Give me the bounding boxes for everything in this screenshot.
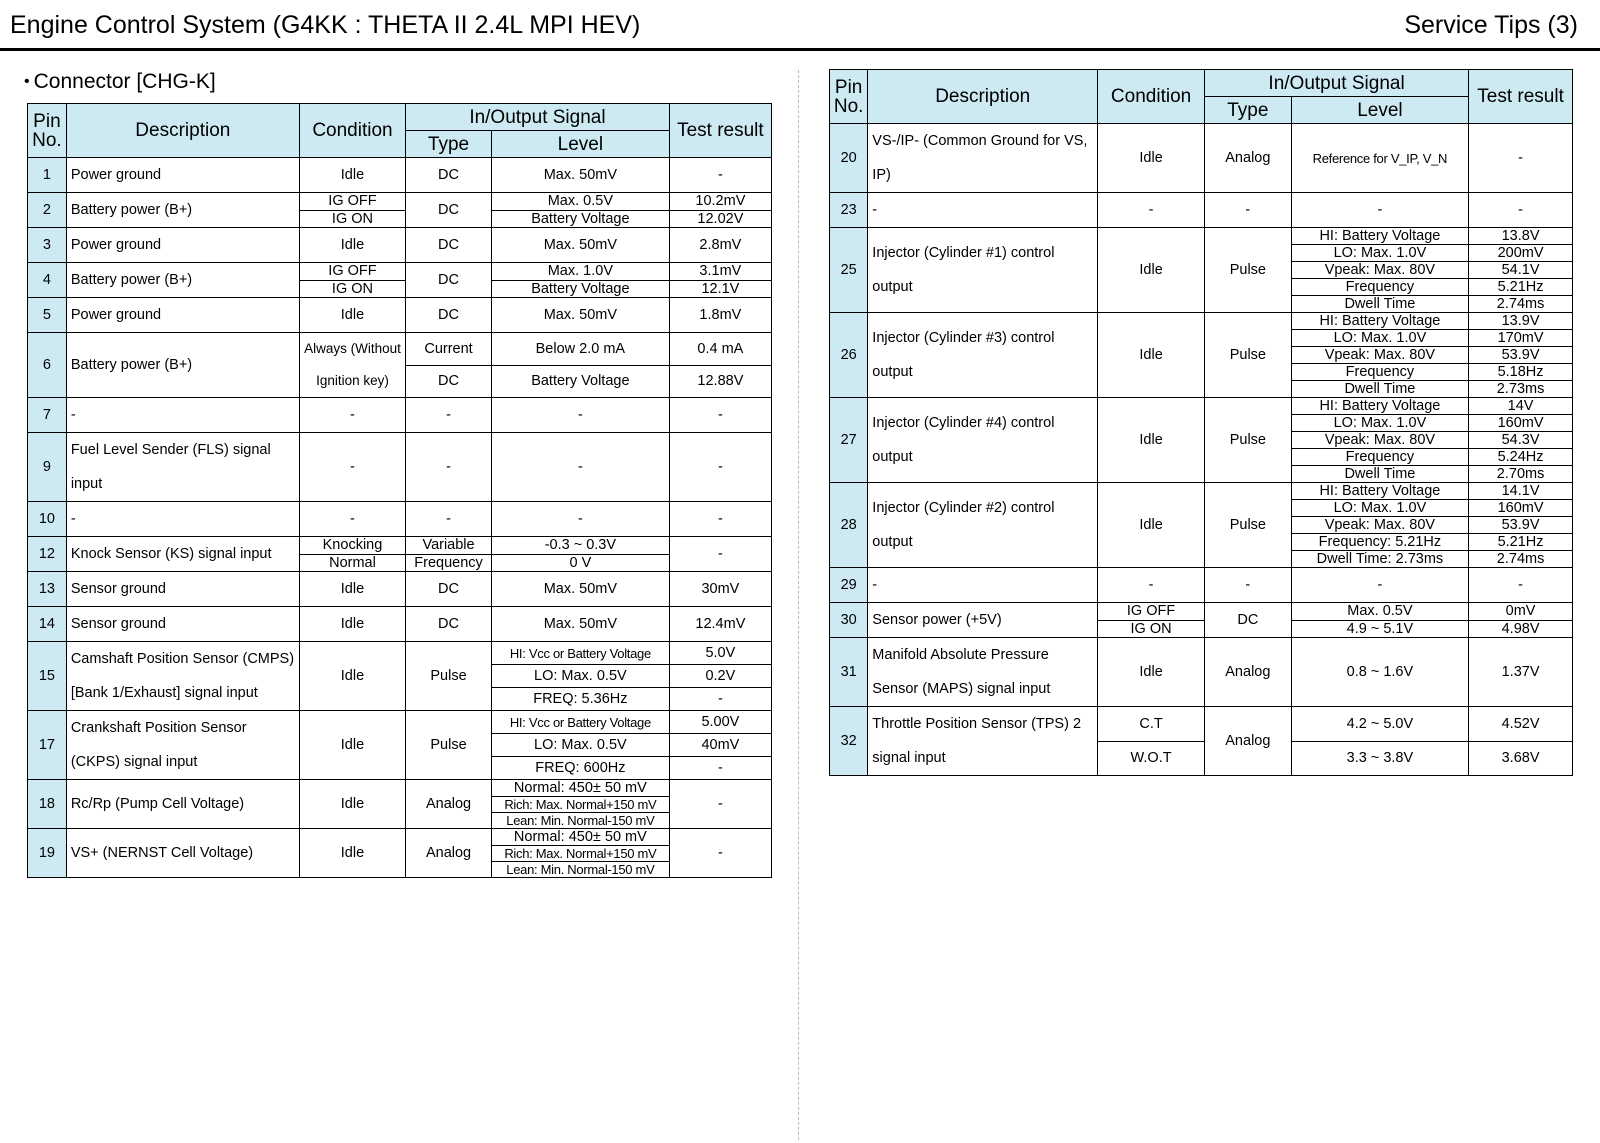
signal-level-cell: Reference for V_IP, V_N	[1291, 124, 1468, 193]
signal-type-cell: DC	[406, 158, 492, 193]
signal-type-cell: DC	[406, 298, 492, 333]
condition-cell: Idle	[299, 607, 405, 642]
table-row	[830, 313, 1573, 330]
table-row	[28, 537, 772, 555]
table-row	[28, 398, 772, 433]
pin-description: Power ground	[66, 228, 299, 263]
test-result-cell: 14.1V	[1469, 483, 1573, 500]
test-result-cell: -	[669, 780, 771, 829]
pin-header: Pin No.	[830, 70, 868, 124]
test-result-cell: 1.37V	[1469, 638, 1573, 707]
signal-level-cell: -0.3 ~ 0.3V	[491, 537, 669, 555]
signal-level-cell: Vpeak: Max. 80V	[1291, 262, 1468, 279]
test-result-cell: 2.73ms	[1469, 381, 1573, 398]
test-result-cell: 10.2mV	[669, 193, 771, 211]
signal-type-cell: Pulse	[1205, 398, 1292, 483]
signal-level-cell: HI: Battery Voltage	[1291, 313, 1468, 330]
level-header: Level	[491, 131, 669, 158]
pin-description: Sensor ground	[66, 607, 299, 642]
signal-level-cell: Frequency	[1291, 364, 1468, 381]
signal-header: In/Output Signal	[1205, 70, 1469, 97]
pin-description: -	[66, 502, 299, 537]
table-row	[830, 228, 1573, 245]
signal-type-cell: -	[406, 398, 492, 433]
signal-type-cell: DC	[406, 607, 492, 642]
table-row	[830, 124, 1573, 193]
test-result-cell: 5.24Hz	[1469, 449, 1573, 466]
pin-header: Pin No.	[28, 104, 67, 158]
signal-type-cell: DC	[406, 263, 492, 298]
condition-cell: Idle	[1098, 228, 1205, 313]
signal-level-cell: Vpeak: Max. 80V	[1291, 347, 1468, 364]
description-header: Description	[868, 70, 1098, 124]
signal-level-cell: LO: Max. 0.5V	[491, 665, 669, 688]
signal-level-cell: 4.2 ~ 5.0V	[1291, 707, 1468, 742]
test-result-cell: 2.70ms	[1469, 466, 1573, 483]
test-result-cell: 2.74ms	[1469, 551, 1573, 568]
signal-type-cell: Pulse	[1205, 313, 1292, 398]
condition-cell: Idle	[299, 642, 405, 711]
table-row	[28, 158, 772, 193]
signal-level-cell: Dwell Time	[1291, 466, 1468, 483]
condition-cell: Idle	[1098, 638, 1205, 707]
pin-number: 1	[28, 158, 67, 193]
signal-level-cell: Max. 50mV	[491, 158, 669, 193]
condition-cell: Idle	[299, 829, 405, 878]
condition-cell: Idle	[299, 298, 405, 333]
pin-description: Rc/Rp (Pump Cell Voltage)	[66, 780, 299, 829]
signal-type-cell: DC	[1205, 603, 1292, 638]
signal-header: In/Output Signal	[406, 104, 670, 131]
pin-number: 9	[28, 433, 67, 502]
pin-number: 25	[830, 228, 868, 313]
table-row	[28, 502, 772, 537]
pin-number: 20	[830, 124, 868, 193]
test-result-cell: 54.1V	[1469, 262, 1573, 279]
page-header	[0, 0, 1600, 51]
pin-number: 27	[830, 398, 868, 483]
table-row	[28, 829, 772, 846]
signal-level-cell: -	[491, 502, 669, 537]
signal-level-cell: LO: Max. 1.0V	[1291, 500, 1468, 517]
signal-type-cell: Analog	[406, 780, 492, 829]
table-row	[28, 333, 772, 366]
pin-description: Fuel Level Sender (FLS) signal input	[66, 433, 299, 502]
pin-number: 31	[830, 638, 868, 707]
level-header: Level	[1291, 97, 1468, 124]
column-divider	[798, 70, 799, 1140]
test-result-cell: 0.2V	[669, 665, 771, 688]
test-result-cell: 3.1mV	[669, 263, 771, 281]
pin-description: VS+ (NERNST Cell Voltage)	[66, 829, 299, 878]
test-result-cell: 53.9V	[1469, 517, 1573, 534]
table-row	[28, 711, 772, 734]
condition-cell: Idle	[1098, 124, 1205, 193]
condition-cell: Always (Without Ignition key)	[299, 333, 405, 398]
condition-cell: IG OFF	[299, 263, 405, 281]
signal-level-cell: Battery Voltage	[491, 365, 669, 398]
signal-level-cell: HI: Battery Voltage	[1291, 483, 1468, 500]
pin-number: 19	[28, 829, 67, 878]
pin-number: 2	[28, 193, 67, 228]
pin-number: 32	[830, 707, 868, 776]
table-row	[28, 193, 772, 211]
condition-cell: Idle	[299, 228, 405, 263]
condition-cell: -	[299, 433, 405, 502]
table-header	[830, 70, 1573, 124]
table-row	[830, 398, 1573, 415]
test-result-cell: -	[1469, 568, 1573, 603]
description-header: Description	[66, 104, 299, 158]
bullet-icon: •	[24, 73, 30, 90]
pin-description: -	[868, 568, 1098, 603]
table-row	[830, 483, 1573, 500]
test-result-cell: 5.21Hz	[1469, 279, 1573, 296]
table-row	[830, 193, 1573, 228]
pin-description: Throttle Position Sensor (TPS) 2 signal input	[868, 707, 1098, 776]
table-row	[28, 642, 772, 665]
signal-level-cell: Lean: Min. Normal-150 mV	[491, 813, 669, 829]
table-row	[28, 607, 772, 642]
signal-level-cell: Dwell Time	[1291, 381, 1468, 398]
condition-cell: IG ON	[299, 210, 405, 228]
pin-number: 26	[830, 313, 868, 398]
pin-description: -	[868, 193, 1098, 228]
test-result-cell: -	[669, 688, 771, 711]
condition-cell: Idle	[299, 711, 405, 780]
table-row	[28, 263, 772, 281]
pin-description: Battery power (B+)	[66, 193, 299, 228]
signal-level-cell: Normal: 450± 50 mV	[491, 780, 669, 797]
pin-number: 28	[830, 483, 868, 568]
pin-description: Power ground	[66, 158, 299, 193]
signal-level-cell: Battery Voltage	[491, 280, 669, 298]
test-result-cell: 5.21Hz	[1469, 534, 1573, 551]
condition-header: Condition	[1098, 70, 1205, 124]
condition-cell: -	[299, 502, 405, 537]
signal-type-cell: DC	[406, 193, 492, 228]
table-header	[28, 104, 772, 158]
signal-level-cell: HI: Battery Voltage	[1291, 398, 1468, 415]
condition-cell: C.T	[1098, 707, 1205, 742]
signal-type-cell: Pulse	[406, 642, 492, 711]
signal-level-cell: 0.8 ~ 1.6V	[1291, 638, 1468, 707]
signal-level-cell: Frequency: 5.21Hz	[1291, 534, 1468, 551]
signal-type-cell: Variable	[406, 537, 492, 555]
signal-level-cell: LO: Max. 1.0V	[1291, 245, 1468, 262]
test-result-cell: 4.52V	[1469, 707, 1573, 742]
pin-number: 13	[28, 572, 67, 607]
signal-level-cell: Max. 0.5V	[1291, 603, 1468, 621]
test-result-cell: 12.1V	[669, 280, 771, 298]
pin-number: 10	[28, 502, 67, 537]
pin-number: 17	[28, 711, 67, 780]
signal-level-cell: Dwell Time	[1291, 296, 1468, 313]
pin-number: 7	[28, 398, 67, 433]
pin-description: Battery power (B+)	[66, 333, 299, 398]
condition-cell: Idle	[299, 572, 405, 607]
signal-level-cell: 3.3 ~ 3.8V	[1291, 741, 1468, 776]
signal-type-cell: DC	[406, 365, 492, 398]
signal-level-cell: LO: Max. 0.5V	[491, 734, 669, 757]
signal-level-cell: Max. 50mV	[491, 572, 669, 607]
pin-description: -	[66, 398, 299, 433]
test-result-cell: 30mV	[669, 572, 771, 607]
signal-type-cell: -	[406, 433, 492, 502]
table-row	[830, 638, 1573, 707]
type-header: Type	[406, 131, 492, 158]
condition-cell: Normal	[299, 554, 405, 572]
test-result-cell: -	[669, 757, 771, 780]
signal-type-cell: Analog	[1205, 124, 1292, 193]
test-result-cell: 12.4mV	[669, 607, 771, 642]
condition-cell: IG OFF	[1098, 603, 1205, 621]
pin-number: 5	[28, 298, 67, 333]
signal-level-cell: Normal: 450± 50 mV	[491, 829, 669, 846]
signal-type-cell: Frequency	[406, 554, 492, 572]
test-result-cell: 13.9V	[1469, 313, 1573, 330]
test-result-cell: -	[669, 537, 771, 572]
test-result-cell: -	[669, 829, 771, 878]
pin-description: Battery power (B+)	[66, 263, 299, 298]
condition-cell: -	[299, 398, 405, 433]
pin-number: 4	[28, 263, 67, 298]
test-result-header: Test result	[669, 104, 771, 158]
table-row	[28, 298, 772, 333]
signal-type-cell: Pulse	[1205, 483, 1292, 568]
pin-description: Crankshaft Position Sensor (CKPS) signal input	[66, 711, 299, 780]
test-result-cell: 0mV	[1469, 603, 1573, 621]
signal-type-cell: -	[1205, 568, 1292, 603]
test-result-cell: 12.88V	[669, 365, 771, 398]
signal-type-cell: Current	[406, 333, 492, 366]
signal-type-cell: Pulse	[406, 711, 492, 780]
signal-level-cell: LO: Max. 1.0V	[1291, 330, 1468, 347]
pin-number: 6	[28, 333, 67, 398]
table-row	[28, 572, 772, 607]
test-result-cell: -	[1469, 193, 1573, 228]
table-row	[830, 707, 1573, 742]
signal-type-cell: DC	[406, 228, 492, 263]
condition-cell: -	[1098, 568, 1205, 603]
signal-level-cell: -	[1291, 193, 1468, 228]
test-result-cell: 2.74ms	[1469, 296, 1573, 313]
condition-cell: Idle	[1098, 398, 1205, 483]
test-result-cell: 4.98V	[1469, 620, 1573, 638]
pin-description: Manifold Absolute Pressure Sensor (MAPS) signal input	[868, 638, 1098, 707]
signal-level-cell: FREQ: 600Hz	[491, 757, 669, 780]
right-table-body	[830, 124, 1573, 776]
left-table-body	[28, 158, 772, 878]
condition-cell: Idle	[299, 780, 405, 829]
signal-level-cell: -	[491, 398, 669, 433]
pin-description: Sensor power (+5V)	[868, 603, 1098, 638]
signal-level-cell: -	[1291, 568, 1468, 603]
test-result-header: Test result	[1469, 70, 1573, 124]
test-result-cell: -	[669, 433, 771, 502]
pin-number: 18	[28, 780, 67, 829]
table-row	[28, 228, 772, 263]
signal-type-cell: Pulse	[1205, 228, 1292, 313]
signal-level-cell: Max. 50mV	[491, 228, 669, 263]
test-result-cell: 5.0V	[669, 642, 771, 665]
test-result-cell: 5.00V	[669, 711, 771, 734]
test-result-cell: -	[669, 158, 771, 193]
test-result-cell: 13.8V	[1469, 228, 1573, 245]
signal-level-cell: FREQ: 5.36Hz	[491, 688, 669, 711]
table-row	[28, 433, 772, 502]
signal-type-cell: -	[1205, 193, 1292, 228]
signal-level-cell: LO: Max. 1.0V	[1291, 415, 1468, 432]
table-row	[830, 603, 1573, 621]
signal-type-cell: DC	[406, 572, 492, 607]
condition-cell: W.O.T	[1098, 741, 1205, 776]
signal-level-cell: Vpeak: Max. 80V	[1291, 432, 1468, 449]
signal-level-cell: Max. 0.5V	[491, 193, 669, 211]
pin-description: Knock Sensor (KS) signal input	[66, 537, 299, 572]
test-result-cell: 200mV	[1469, 245, 1573, 262]
type-header: Type	[1205, 97, 1292, 124]
signal-level-cell: Lean: Min. Normal-150 mV	[491, 862, 669, 878]
signal-level-cell: Frequency	[1291, 449, 1468, 466]
signal-level-cell: Rich: Max. Normal+150 mV	[491, 846, 669, 862]
pin-number: 29	[830, 568, 868, 603]
signal-type-cell: Analog	[1205, 638, 1292, 707]
test-result-cell: 0.4 mA	[669, 333, 771, 366]
pin-description: Camshaft Position Sensor (CMPS) [Bank 1/Exhaust] signal input	[66, 642, 299, 711]
pin-number: 23	[830, 193, 868, 228]
signal-level-cell: Battery Voltage	[491, 210, 669, 228]
signal-level-cell: HI: Battery Voltage	[1291, 228, 1468, 245]
test-result-cell: -	[1469, 124, 1573, 193]
pin-description: Injector (Cylinder #4) control output	[868, 398, 1098, 483]
pin-description: Injector (Cylinder #2) control output	[868, 483, 1098, 568]
table-row	[28, 780, 772, 797]
signal-level-cell: HI: Vcc or Battery Voltage	[491, 642, 669, 665]
pin-number: 15	[28, 642, 67, 711]
document-title: Engine Control System (G4KK : THETA II 2.4L MPI HEV)	[10, 11, 641, 39]
test-result-cell: 3.68V	[1469, 741, 1573, 776]
signal-type-cell: -	[406, 502, 492, 537]
test-result-cell: 54.3V	[1469, 432, 1573, 449]
signal-level-cell: Below 2.0 mA	[491, 333, 669, 366]
signal-level-cell: Frequency	[1291, 279, 1468, 296]
signal-level-cell: Max. 1.0V	[491, 263, 669, 281]
signal-level-cell: HI: Vcc or Battery Voltage	[491, 711, 669, 734]
section-heading	[24, 70, 216, 94]
test-result-cell: -	[669, 398, 771, 433]
condition-cell: Idle	[1098, 483, 1205, 568]
pin-number: 30	[830, 603, 868, 638]
test-result-cell: -	[669, 502, 771, 537]
signal-type-cell: Analog	[1205, 707, 1292, 776]
signal-level-cell: -	[491, 433, 669, 502]
test-result-cell: 2.8mV	[669, 228, 771, 263]
signal-level-cell: Vpeak: Max. 80V	[1291, 517, 1468, 534]
condition-cell: IG ON	[1098, 620, 1205, 638]
test-result-cell: 1.8mV	[669, 298, 771, 333]
condition-cell: IG ON	[299, 280, 405, 298]
condition-cell: IG OFF	[299, 193, 405, 211]
test-result-cell: 14V	[1469, 398, 1573, 415]
test-result-cell: 5.18Hz	[1469, 364, 1573, 381]
pin-description: Power ground	[66, 298, 299, 333]
right-pin-table	[829, 69, 1573, 776]
page-label: Service Tips (3)	[1404, 11, 1578, 39]
pin-number: 14	[28, 607, 67, 642]
condition-cell: -	[1098, 193, 1205, 228]
signal-level-cell: Dwell Time: 2.73ms	[1291, 551, 1468, 568]
pin-description: Sensor ground	[66, 572, 299, 607]
condition-cell: Idle	[299, 158, 405, 193]
condition-cell: Knocking	[299, 537, 405, 555]
pin-description: VS-/IP- (Common Ground for VS, IP)	[868, 124, 1098, 193]
table-row	[830, 568, 1573, 603]
condition-header: Condition	[299, 104, 405, 158]
left-pin-table	[27, 103, 772, 878]
test-result-cell: 160mV	[1469, 415, 1573, 432]
test-result-cell: 160mV	[1469, 500, 1573, 517]
test-result-cell: 40mV	[669, 734, 771, 757]
connector-title: Connector [CHG-K]	[33, 70, 216, 93]
pin-number: 3	[28, 228, 67, 263]
signal-level-cell: Max. 50mV	[491, 607, 669, 642]
signal-level-cell: 4.9 ~ 5.1V	[1291, 620, 1468, 638]
signal-level-cell: Rich: Max. Normal+150 mV	[491, 797, 669, 813]
signal-level-cell: 0 V	[491, 554, 669, 572]
pin-description: Injector (Cylinder #3) control output	[868, 313, 1098, 398]
signal-level-cell: Max. 50mV	[491, 298, 669, 333]
pin-number: 12	[28, 537, 67, 572]
test-result-cell: 170mV	[1469, 330, 1573, 347]
test-result-cell: 12.02V	[669, 210, 771, 228]
signal-type-cell: Analog	[406, 829, 492, 878]
pin-description: Injector (Cylinder #1) control output	[868, 228, 1098, 313]
test-result-cell: 53.9V	[1469, 347, 1573, 364]
condition-cell: Idle	[1098, 313, 1205, 398]
